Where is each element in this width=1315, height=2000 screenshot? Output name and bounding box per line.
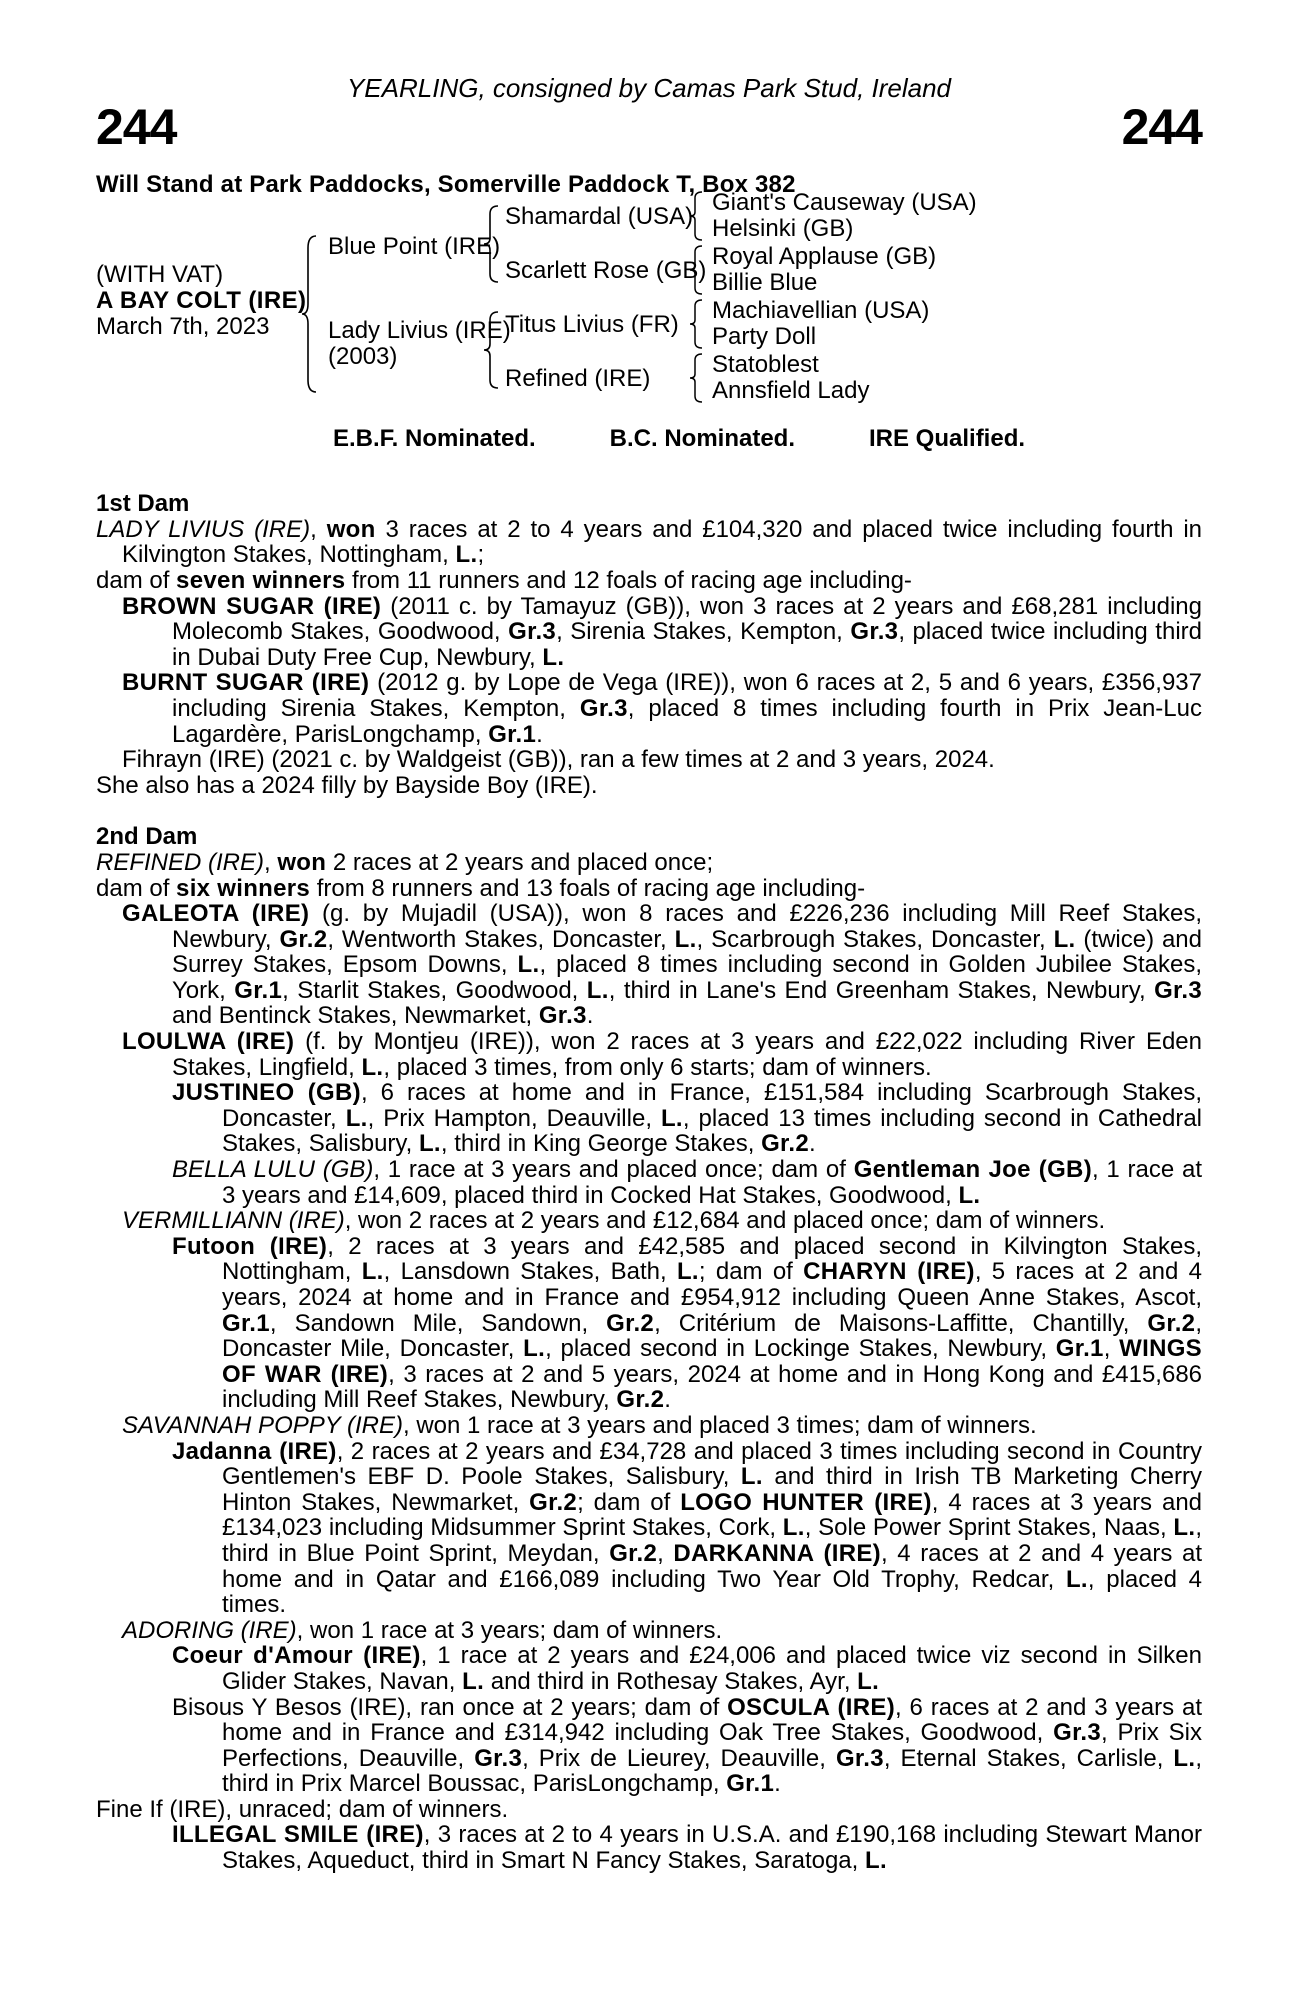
- text: (f. by Montjeu (IRE)), won 2 races at 3 years and £22,022 including River Eden Stakes, Lingfield,: [172, 1028, 1202, 1081]
- listed-label: L.: [864, 1847, 887, 1875]
- listed-label: L.: [418, 1130, 441, 1158]
- gen3-sdd: Billie Blue: [712, 268, 818, 296]
- grade-label: Gr.3: [1154, 976, 1202, 1004]
- first-dam-heading: 1st Dam: [96, 490, 190, 518]
- text: 2 races at 2 years and placed once;: [326, 848, 714, 876]
- gen3-sds: Royal Applause (GB): [712, 242, 937, 270]
- grade-label: Gr.3: [474, 1744, 523, 1772]
- lot-name: A BAY COLT (IRE): [96, 286, 307, 314]
- text: dam of: [96, 566, 177, 594]
- text: .: [808, 1130, 816, 1158]
- text: , 3 races at 2 and 5 years, 2024 at home and in Hong Kong and £415,686 including Mill Reef Stakes, Newbury,: [222, 1360, 1203, 1414]
- text: , Prix Six Perfections, Deauville,: [222, 1719, 1202, 1772]
- text: , third in King George Stakes,: [440, 1130, 762, 1158]
- sire-sire: Shamardal (USA): [505, 202, 694, 230]
- text: , Doncaster Mile, Doncaster,: [222, 1309, 1202, 1363]
- sire-dam: Scarlett Rose (GB): [505, 256, 707, 284]
- sire-brace: [484, 204, 504, 284]
- horse-name: WINGS OF WAR (IRE): [222, 1335, 1202, 1388]
- produce-vermilliann: [96, 1208, 1202, 1234]
- dam-sire: Titus Livius (FR): [505, 310, 679, 338]
- text: , 6 races at home and in France, £151,584 including Scarbrough Stakes, Doncaster,: [222, 1079, 1203, 1132]
- text: , Wentworth Stakes, Doncaster,: [327, 925, 675, 953]
- produce-bella-lulu: [96, 1157, 1202, 1208]
- text: , 4 races at 3 years and £134,023 including Midsummer Sprint Stakes, Cork,: [222, 1488, 1203, 1542]
- horse-name: ADORING (IRE): [122, 1616, 297, 1644]
- listed-label: L.: [586, 976, 609, 1004]
- gen3-sss: Giant's Causeway (USA): [712, 188, 977, 216]
- horse-name: BURNT SUGAR (IRE): [122, 669, 370, 697]
- produce-galeota: [96, 901, 1202, 1029]
- produce-illegal-smile: [96, 1822, 1202, 1873]
- listed-label: L.: [361, 1053, 384, 1081]
- produce-loulwa: [96, 1029, 1202, 1080]
- horse-name: VERMILLIANN (IRE): [122, 1207, 345, 1235]
- listed-label: L.: [455, 541, 478, 569]
- text: , Scarbrough Stakes, Doncaster,: [696, 925, 1054, 953]
- gen3-brace-2: [690, 244, 708, 296]
- grade-label: Gr.2: [616, 1386, 665, 1414]
- horse-name: DARKANNA (IRE): [673, 1539, 881, 1567]
- text: , Starlit Stakes, Goodwood,: [282, 976, 587, 1004]
- text: , placed 8 times including fourth in Prix Jean-Luc Lagardère, ParisLongchamp,: [172, 694, 1202, 748]
- second-dam-name: REFINED (IRE): [96, 848, 264, 876]
- gen3-dss: Machiavellian (USA): [712, 296, 930, 324]
- horse-name: ILLEGAL SMILE (IRE): [172, 1821, 424, 1849]
- text: .: [586, 1002, 594, 1030]
- listed-label: L.: [857, 1667, 880, 1695]
- produce-jadanna: [96, 1439, 1202, 1618]
- gen3-ssd: Helsinki (GB): [712, 214, 854, 242]
- grade-label: Gr.1: [1055, 1335, 1104, 1363]
- text: , Sandown Mile, Sandown,: [269, 1309, 607, 1337]
- listed-label: L.: [782, 1514, 805, 1542]
- text: (g. by Mujadil (USA)), won 8 races and £226,236 including Mill Reef Stakes, Newbury,: [172, 900, 1202, 953]
- horse-name: Coeur d'Amour (IRE): [172, 1642, 421, 1670]
- produce-bisous-y-besos: [96, 1695, 1202, 1797]
- grade-label: Gr.1: [222, 1309, 270, 1337]
- text: , placed 8 times including second in Golden Jubilee Stakes, York,: [172, 951, 1202, 1004]
- horse-name: LOULWA (IRE): [122, 1028, 295, 1056]
- lot-number-left: 244: [96, 99, 177, 155]
- grade-label: Gr.3: [508, 618, 557, 646]
- grade-label: Gr.2: [761, 1130, 809, 1158]
- gen3-dds: Statoblest: [712, 350, 819, 378]
- text: ,: [657, 1539, 674, 1567]
- first-dam-record: [96, 517, 1202, 568]
- text: .: [664, 1386, 671, 1414]
- listed-label: L.: [523, 1335, 546, 1363]
- text: , 3 races at 2 to 4 years in U.S.A. and £190,168 including Stewart Manor Stakes, Aqueduct, third in Smart N Fancy Stakes, Saratoga,: [222, 1821, 1202, 1875]
- listed-label: L.: [674, 925, 697, 953]
- produce-fihrayn: Fihrayn (IRE) (2021 c. by Waldgeist (GB)), ran a few times at 2 and 3 years, 2024.: [122, 746, 995, 774]
- text: (twice) and Surrey Stakes, Epsom Downs,: [172, 925, 1203, 979]
- listed-label: L.: [676, 1258, 699, 1286]
- text: , Eternal Stakes, Carlisle,: [883, 1744, 1174, 1772]
- horse-name: BROWN SUGAR (IRE): [122, 592, 382, 620]
- listed-label: L.: [542, 643, 565, 671]
- pedigree-table: [96, 188, 1202, 414]
- listed-label: L.: [740, 1463, 763, 1491]
- gen3-brace-1: [690, 190, 708, 242]
- text: ,: [264, 848, 278, 876]
- grade-label: Gr.2: [279, 925, 328, 953]
- text: ; dam of: [698, 1258, 804, 1286]
- listed-label: L.: [958, 1181, 981, 1209]
- won-label: won: [326, 515, 376, 543]
- stand-location: Will Stand at Park Paddocks, Somerville Paddock T, Box 382: [96, 171, 796, 198]
- text: , placed twice including third in Dubai Duty Free Cup, Newbury,: [172, 618, 1202, 671]
- listed-label: L.: [517, 951, 540, 979]
- text: , 2 races at 2 years and £34,728 and placed 3 times including second in Country Gentlemen's EBF D. Poole Stakes, Salisbury,: [222, 1437, 1202, 1491]
- first-dam-produce-summary: [96, 568, 1202, 594]
- grade-label: Gr.1: [234, 976, 283, 1004]
- lot-number-right: 244: [1121, 99, 1202, 155]
- horse-name: Gentleman Joe (GB): [853, 1156, 1092, 1184]
- listed-label: L.: [1053, 925, 1076, 953]
- listed-label: L.: [361, 1258, 384, 1286]
- grade-label: Gr.2: [529, 1488, 578, 1516]
- horse-name: LOGO HUNTER (IRE): [680, 1488, 932, 1516]
- second-dam-section: [96, 824, 1202, 1873]
- gen3-brace-3: [690, 298, 708, 350]
- produce-coeur-damour: [96, 1643, 1202, 1694]
- pedigree-main-brace: [302, 234, 324, 394]
- text: dam of: [96, 874, 177, 902]
- nominations-row: [156, 426, 1202, 452]
- listed-label: L.: [660, 1104, 683, 1132]
- listed-label: L.: [1065, 1565, 1088, 1593]
- grade-label: Gr.3: [538, 1002, 587, 1030]
- produce-2024-filly: She also has a 2024 filly by Bayside Boy (IRE).: [96, 771, 598, 799]
- grade-label: Gr.3: [579, 694, 628, 722]
- text: (2011 c. by Tamayuz (GB)), won 3 races at 2 years and £68,281 including Molecomb Stakes, Goodwood,: [172, 592, 1202, 646]
- text: , won 2 races at 2 years and £12,684 and placed once; dam of winners.: [344, 1207, 1106, 1235]
- text: , won 1 race at 3 years; dam of winners.: [296, 1616, 723, 1644]
- text: , third in Prix Marcel Boussac, ParisLongchamp,: [222, 1744, 1203, 1798]
- ebf-nomination: E.B.F. Nominated.: [332, 424, 536, 452]
- text: , placed 4 times.: [222, 1565, 1202, 1619]
- horse-name: BELLA LULU (GB): [172, 1156, 374, 1184]
- consignor-line: YEARLING, consigned by Camas Park Stud, Ireland: [346, 73, 952, 103]
- listed-label: L.: [462, 1667, 485, 1695]
- text: , placed second in Lockinge Stakes, Newbury,: [545, 1335, 1056, 1363]
- text: ;: [477, 541, 485, 569]
- dam-name: Lady Livius (IRE): [328, 316, 511, 344]
- horse-name: GALEOTA (IRE): [122, 900, 310, 928]
- gen3-ddd: Annsfield Lady: [712, 376, 870, 404]
- text: from 8 runners and 13 foals of racing age including-: [310, 874, 866, 902]
- text: from 11 runners and 12 foals of racing age including-: [345, 566, 912, 594]
- text: .: [536, 720, 543, 748]
- text: , Lansdown Stakes, Bath,: [383, 1258, 677, 1286]
- text: ,: [310, 515, 327, 543]
- text: , Critérium de Maisons-Laffitte, Chantilly,: [654, 1309, 1148, 1337]
- second-dam-heading: 2nd Dam: [96, 823, 198, 851]
- lot-number-row: [96, 100, 1202, 154]
- text: .: [774, 1770, 781, 1798]
- horse-name: Jadanna (IRE): [172, 1437, 337, 1465]
- grade-label: Gr.3: [850, 618, 899, 646]
- text: , 1 race at 3 years and placed once; dam of: [373, 1156, 854, 1184]
- produce-savannah-poppy: [96, 1413, 1202, 1439]
- text: (2012 g. by Lope de Vega (IRE)), won 6 races at 2, 5 and 6 years, £356,937 including Sirenia Stakes, Kempton,: [172, 669, 1202, 722]
- horse-name: CHARYN (IRE): [803, 1258, 975, 1286]
- bc-nomination: B.C. Nominated.: [609, 424, 795, 452]
- vat-note: (WITH VAT): [96, 260, 224, 288]
- grade-label: Gr.1: [488, 720, 537, 748]
- produce-adoring: [96, 1618, 1202, 1644]
- text: , third in Blue Point Sprint, Meydan,: [222, 1514, 1203, 1567]
- first-dam-section: [96, 491, 1202, 798]
- text: , third in Lane's End Greenham Stakes, Newbury,: [608, 976, 1155, 1004]
- ire-qualification: IRE Qualified.: [869, 424, 1026, 452]
- text: , 1 race at 3 years and £14,609, placed third in Cocked Hat Stakes, Goodwood,: [222, 1156, 1202, 1209]
- produce-justineo: [96, 1080, 1202, 1157]
- text: , placed 13 times including second in Cathedral Stakes, Salisbury,: [222, 1104, 1202, 1158]
- grade-label: Gr.2: [609, 1539, 658, 1567]
- won-label: won: [277, 848, 327, 876]
- grade-label: Gr.2: [1147, 1309, 1196, 1337]
- produce-brown-sugar: [96, 594, 1202, 671]
- text: , Sirenia Stakes, Kempton,: [556, 618, 851, 646]
- text: Bisous Y Besos (IRE), ran once at 2 years; dam of: [172, 1693, 728, 1721]
- dam-dam: Refined (IRE): [505, 364, 651, 392]
- grade-label: Gr.3: [1053, 1719, 1102, 1747]
- sire-name: Blue Point (IRE): [328, 232, 501, 260]
- produce-futoon: [96, 1234, 1202, 1413]
- text: , 2 races at 3 years and £42,585 and placed second in Kilvington Stakes, Nottingham,: [222, 1232, 1202, 1286]
- first-dam-name: LADY LIVIUS (IRE): [96, 515, 311, 543]
- text: , placed 3 times, from only 6 starts; dam of winners.: [383, 1053, 932, 1081]
- text: , 6 races at 2 and 3 years at home and in France and £314,942 including Oak Tree Stakes, Goodwood,: [222, 1693, 1202, 1747]
- text: , 5 races at 2 and 4 years, 2024 at home and in France and £954,912 including Queen Anne Stakes, Ascot,: [222, 1258, 1203, 1311]
- listed-label: L.: [1173, 1514, 1196, 1542]
- grade-label: Gr.1: [726, 1770, 775, 1798]
- horse-name: OSCULA (IRE): [727, 1693, 895, 1721]
- horse-name: JUSTINEO (GB): [172, 1079, 361, 1107]
- produce-fine-if: Fine If (IRE), unraced; dam of winners.: [96, 1795, 509, 1823]
- listed-label: L.: [1173, 1744, 1196, 1772]
- text: 3 races at 2 to 4 years and £104,320 and placed twice including fourth in Kilvington Stakes, Nottingham,: [122, 515, 1203, 569]
- winners-count: six winners: [176, 874, 311, 902]
- text: , 1 race at 2 years and £24,006 and placed twice viz second in Silken Glider Stakes, Navan,: [222, 1642, 1202, 1695]
- horse-name: SAVANNAH POPPY (IRE): [122, 1411, 403, 1439]
- gen3-brace-4: [690, 352, 708, 404]
- text: and third in Irish TB Marketing Cherry Hinton Stakes, Newmarket,: [222, 1463, 1203, 1516]
- gen3-dsd: Party Doll: [712, 322, 817, 350]
- text: , won 1 race at 3 years and placed 3 times; dam of winners.: [402, 1411, 1037, 1439]
- grade-label: Gr.3: [835, 1744, 884, 1772]
- second-dam-record: [96, 850, 1202, 876]
- text: ,: [1103, 1335, 1120, 1363]
- foaling-date: March 7th, 2023: [96, 312, 270, 340]
- horse-name: Futoon (IRE): [172, 1232, 328, 1260]
- grade-label: Gr.2: [606, 1309, 655, 1337]
- text: ; dam of: [577, 1488, 681, 1516]
- text: and third in Rothesay Stakes, Ayr,: [484, 1667, 858, 1695]
- text: and Bentinck Stakes, Newmarket,: [172, 1002, 539, 1030]
- winners-count: seven winners: [176, 566, 346, 594]
- text: , Prix Hampton, Deauville,: [367, 1104, 661, 1132]
- dam-brace: [484, 310, 504, 390]
- produce-burnt-sugar: [96, 670, 1202, 747]
- dam-year: (2003): [328, 342, 398, 370]
- text: , 4 races at 2 and 4 years at home and in Qatar and £166,089 including Two Year Old Trophy, Redcar,: [222, 1539, 1202, 1593]
- catalogue-page: [96, 74, 1202, 1874]
- text: , Sole Power Sprint Stakes, Naas,: [804, 1514, 1174, 1542]
- listed-label: L.: [345, 1104, 368, 1132]
- second-dam-produce-summary: [96, 876, 1202, 902]
- text: , Prix de Lieurey, Deauville,: [522, 1744, 836, 1772]
